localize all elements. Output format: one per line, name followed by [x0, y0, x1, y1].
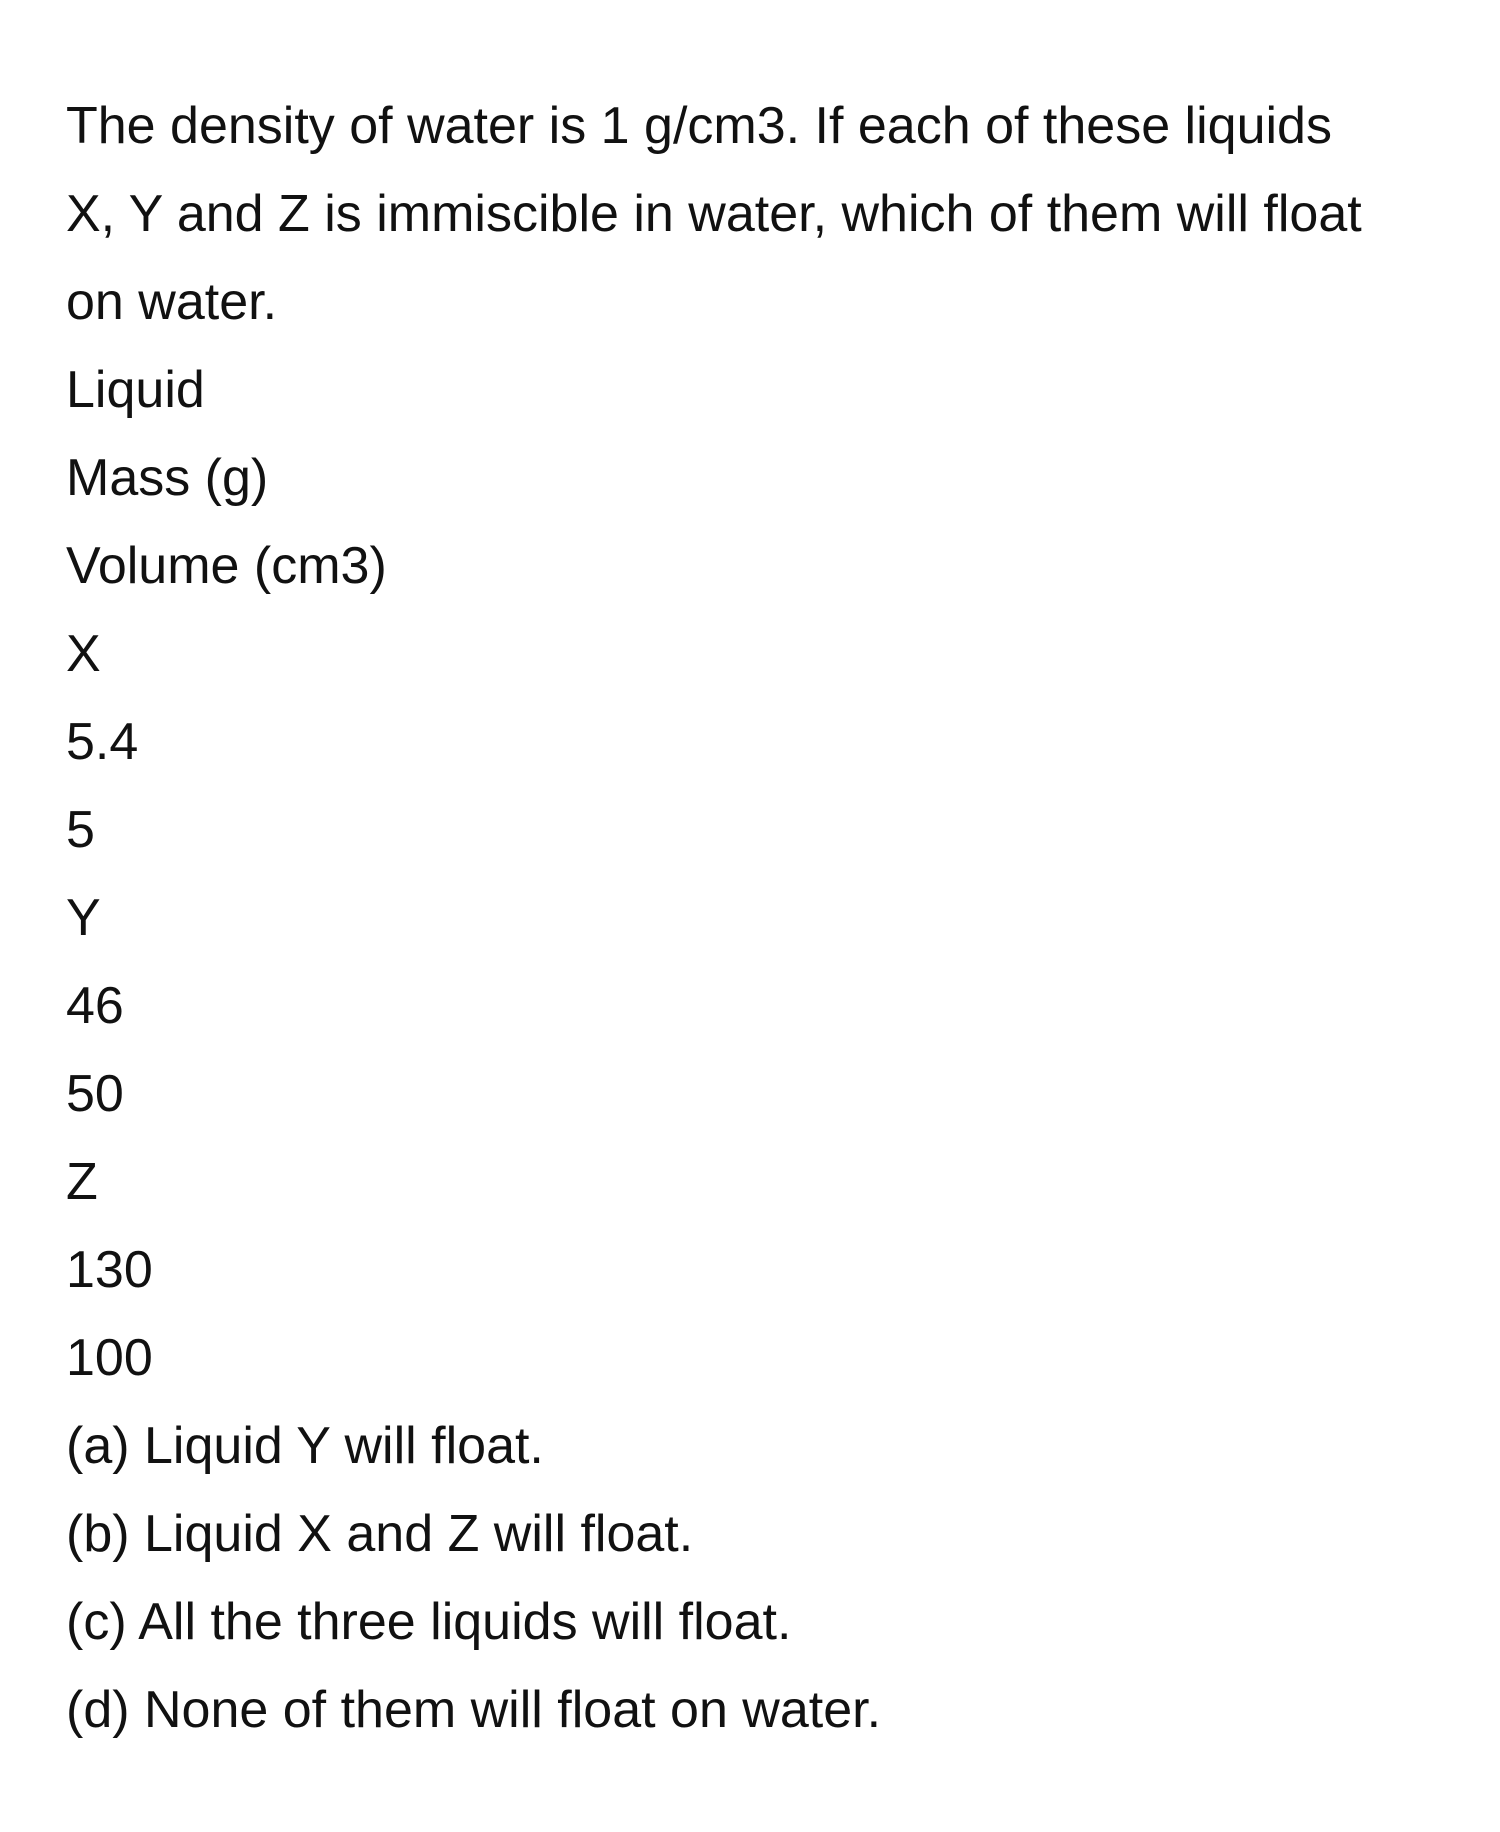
- option-b: (b) Liquid X and Z will float.: [66, 1505, 694, 1563]
- answer-options: [66, 1402, 1446, 1754]
- table-cell-x-volume: 5: [66, 801, 95, 859]
- table-cell-y-liquid: Y: [66, 889, 101, 947]
- option-c: (c) All the three liquids will float.: [66, 1593, 792, 1651]
- table-header-volume: Volume (cm3): [66, 537, 387, 595]
- data-table: [66, 346, 1446, 1402]
- question-text: The density of water is 1 g/cm3. If each of these liquids X, Y and Z is immiscible in water, which of them will float on water.: [66, 97, 1362, 331]
- table-cell-x-liquid: X: [66, 625, 101, 683]
- table-cell-y-volume: 50: [66, 1065, 124, 1123]
- table-header-liquid: Liquid: [66, 361, 205, 419]
- table-cell-z-mass: 130: [66, 1241, 153, 1299]
- table-cell-x-mass: 5.4: [66, 713, 139, 771]
- table-header-mass: Mass (g): [66, 449, 269, 507]
- table-cell-z-liquid: Z: [66, 1153, 98, 1211]
- document-page: [66, 82, 1446, 1754]
- table-cell-z-volume: 100: [66, 1329, 153, 1387]
- option-d: (d) None of them will float on water.: [66, 1681, 882, 1739]
- table-cell-y-mass: 46: [66, 977, 124, 1035]
- option-a: (a) Liquid Y will float.: [66, 1417, 544, 1475]
